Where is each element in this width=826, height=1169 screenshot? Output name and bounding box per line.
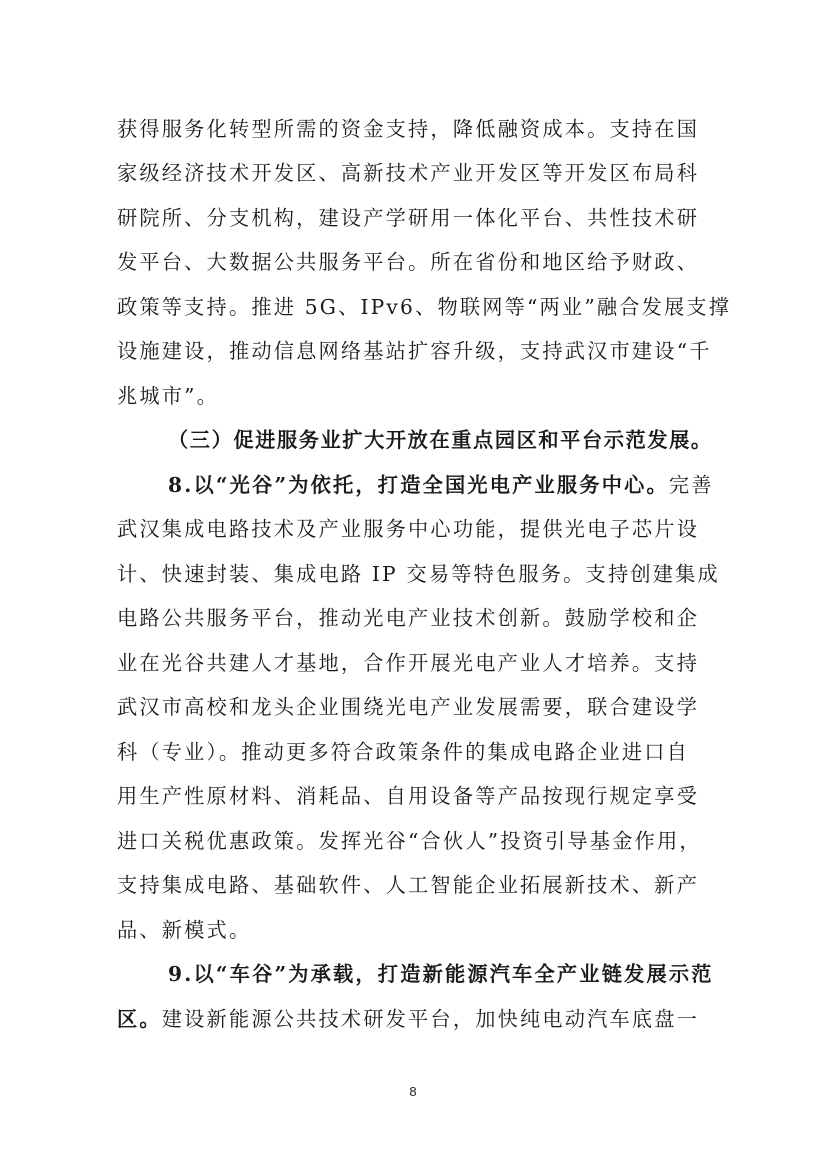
paragraph-line: 电路公共服务平台，推动光电产业技术创新。鼓励学校和企 bbox=[117, 606, 700, 630]
paragraph-line: 家级经济技术开发区、高新技术产业开发区等开发区布局科 bbox=[117, 161, 700, 185]
paragraph-line: 设施建设，推动信息网络基站扩容升级，支持武汉市建设“千 bbox=[117, 339, 712, 363]
paragraph-line: 武汉市高校和龙头企业围绕光电产业发展需要，联合建设学 bbox=[117, 695, 700, 719]
paragraph-line: 进口关税优惠政策。发挥光谷“合伙人”投资引导基金作用， bbox=[117, 829, 702, 853]
item9-title-end: 区。 bbox=[117, 1007, 162, 1031]
section-heading: （三）促进服务业扩大开放在重点园区和平台示范发展。 bbox=[168, 428, 713, 452]
item8-first-line-rest: 完善 bbox=[668, 473, 714, 497]
item9-second-line-rest: 建设新能源公共技术研发平台，加快纯电动汽车底盘一 bbox=[161, 1007, 700, 1031]
item8-title: 8.以“光谷”为依托，打造全国光电产业服务中心。 bbox=[168, 473, 669, 497]
paragraph-line: 支持集成电路、基础软件、人工智能企业拓展新技术、新产 bbox=[117, 873, 700, 897]
paragraph-line: 兆城市”。 bbox=[117, 384, 220, 408]
paragraph-line: 用生产性原材料、消耗品、自用设备等产品按现行规定享受 bbox=[117, 784, 700, 808]
paragraph-line: 计、快速封装、集成电路 IP 交易等特色服务。支持创建集成 bbox=[117, 562, 720, 586]
paragraph-line: 科（专业）。推动更多符合政策条件的集成电路企业进口自 bbox=[117, 740, 689, 764]
paragraph-line: 获得服务化转型所需的资金支持，降低融资成本。支持在国 bbox=[117, 117, 700, 141]
paragraph-line: 武汉集成电路技术及产业服务中心功能，提供光电子芯片设 bbox=[117, 517, 700, 541]
paragraph-line: 品、新模式。 bbox=[117, 918, 252, 942]
paragraph-line: 研院所、分支机构，建设产学研用一体化平台、共性技术研 bbox=[117, 206, 700, 230]
paragraph-line: 政策等支持。推进 5G、IPv6、物联网等“两业”融合发展支撑 bbox=[117, 295, 732, 319]
paragraph-line: 发平台、大数据公共服务平台。所在省份和地区给予财政、 bbox=[117, 250, 700, 274]
item9-title: 9.以“车谷”为承载，打造新能源汽车全产业链发展示范 bbox=[168, 962, 714, 986]
item9-second-line bbox=[117, 1005, 699, 1033]
item8-first-line bbox=[168, 471, 714, 499]
paragraph-line: 业在光谷共建人才基地，合作开展光电产业人才培养。支持 bbox=[117, 651, 700, 675]
page-number: 8 bbox=[409, 1084, 417, 1099]
